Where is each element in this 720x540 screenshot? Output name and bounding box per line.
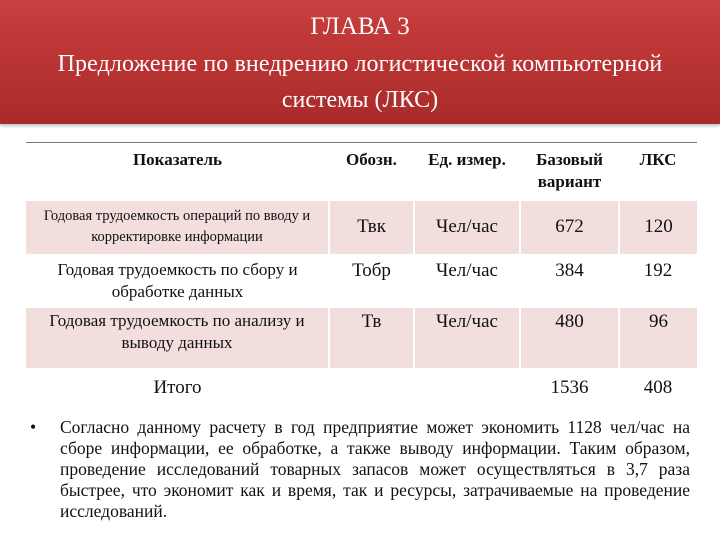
row-base-value: 672 [520, 201, 619, 256]
col-header-base: Базовый вариант [536, 150, 603, 191]
row-unit: Чел/час [414, 201, 520, 256]
row-indicator: Годовая трудоемкость операций по вводу и корректировке информации [26, 201, 329, 256]
row-indicator: Годовая трудоемкость по анализу и выводу данных [26, 308, 329, 370]
row-lks-value: 120 [619, 201, 697, 256]
row-base-value: 384 [555, 260, 584, 281]
col-header-lks: ЛКС [639, 150, 677, 169]
conclusion-bullet [30, 417, 690, 522]
col-header-indicator: Показатель [132, 150, 223, 169]
slide-title-line-2: системы (ЛКС) [281, 87, 439, 113]
row-indicator: Годовая трудоемкость по сбору и обработке данных [57, 260, 298, 301]
table-row [26, 308, 697, 370]
labor-intensity-table [26, 142, 697, 410]
chapter-title: ГЛАВА 3 [310, 13, 410, 40]
table-header-row [26, 143, 697, 201]
row-symbol: Тобр [352, 260, 391, 281]
total-base-value: 1536 [550, 377, 589, 398]
table-total-row [26, 370, 697, 410]
row-base-value: 480 [520, 308, 619, 370]
table-row [26, 201, 697, 256]
slide-title-line-1: Предложение по внедрению логистической компьютерной [57, 51, 663, 77]
conclusion-text: Согласно данному расчету в год предприятие может экономить 1128 чел/час на сборе информации, ее обработке, а также выводу информации. Таким образом, проведение исследований товарных запасов может осуществляться в 3,7 раза быстрее, что экономит как и время, так и ресурсы, затрачиваемые на проведение исследований. [60, 417, 690, 521]
col-header-unit: Ед. измер. [428, 150, 506, 169]
row-symbol: Тв [329, 308, 414, 370]
col-header-symbol: Обозн. [346, 150, 397, 169]
slide-header [0, 0, 720, 124]
row-unit: Чел/час [414, 308, 520, 370]
total-label: Итого [153, 377, 202, 398]
total-lks-value: 408 [643, 377, 673, 398]
row-symbol: Твк [329, 201, 414, 256]
row-unit: Чел/час [436, 260, 498, 281]
table-row [26, 256, 697, 308]
row-lks-value: 192 [643, 260, 673, 281]
row-lks-value: 96 [619, 308, 697, 370]
bullet-marker: • [30, 417, 37, 437]
